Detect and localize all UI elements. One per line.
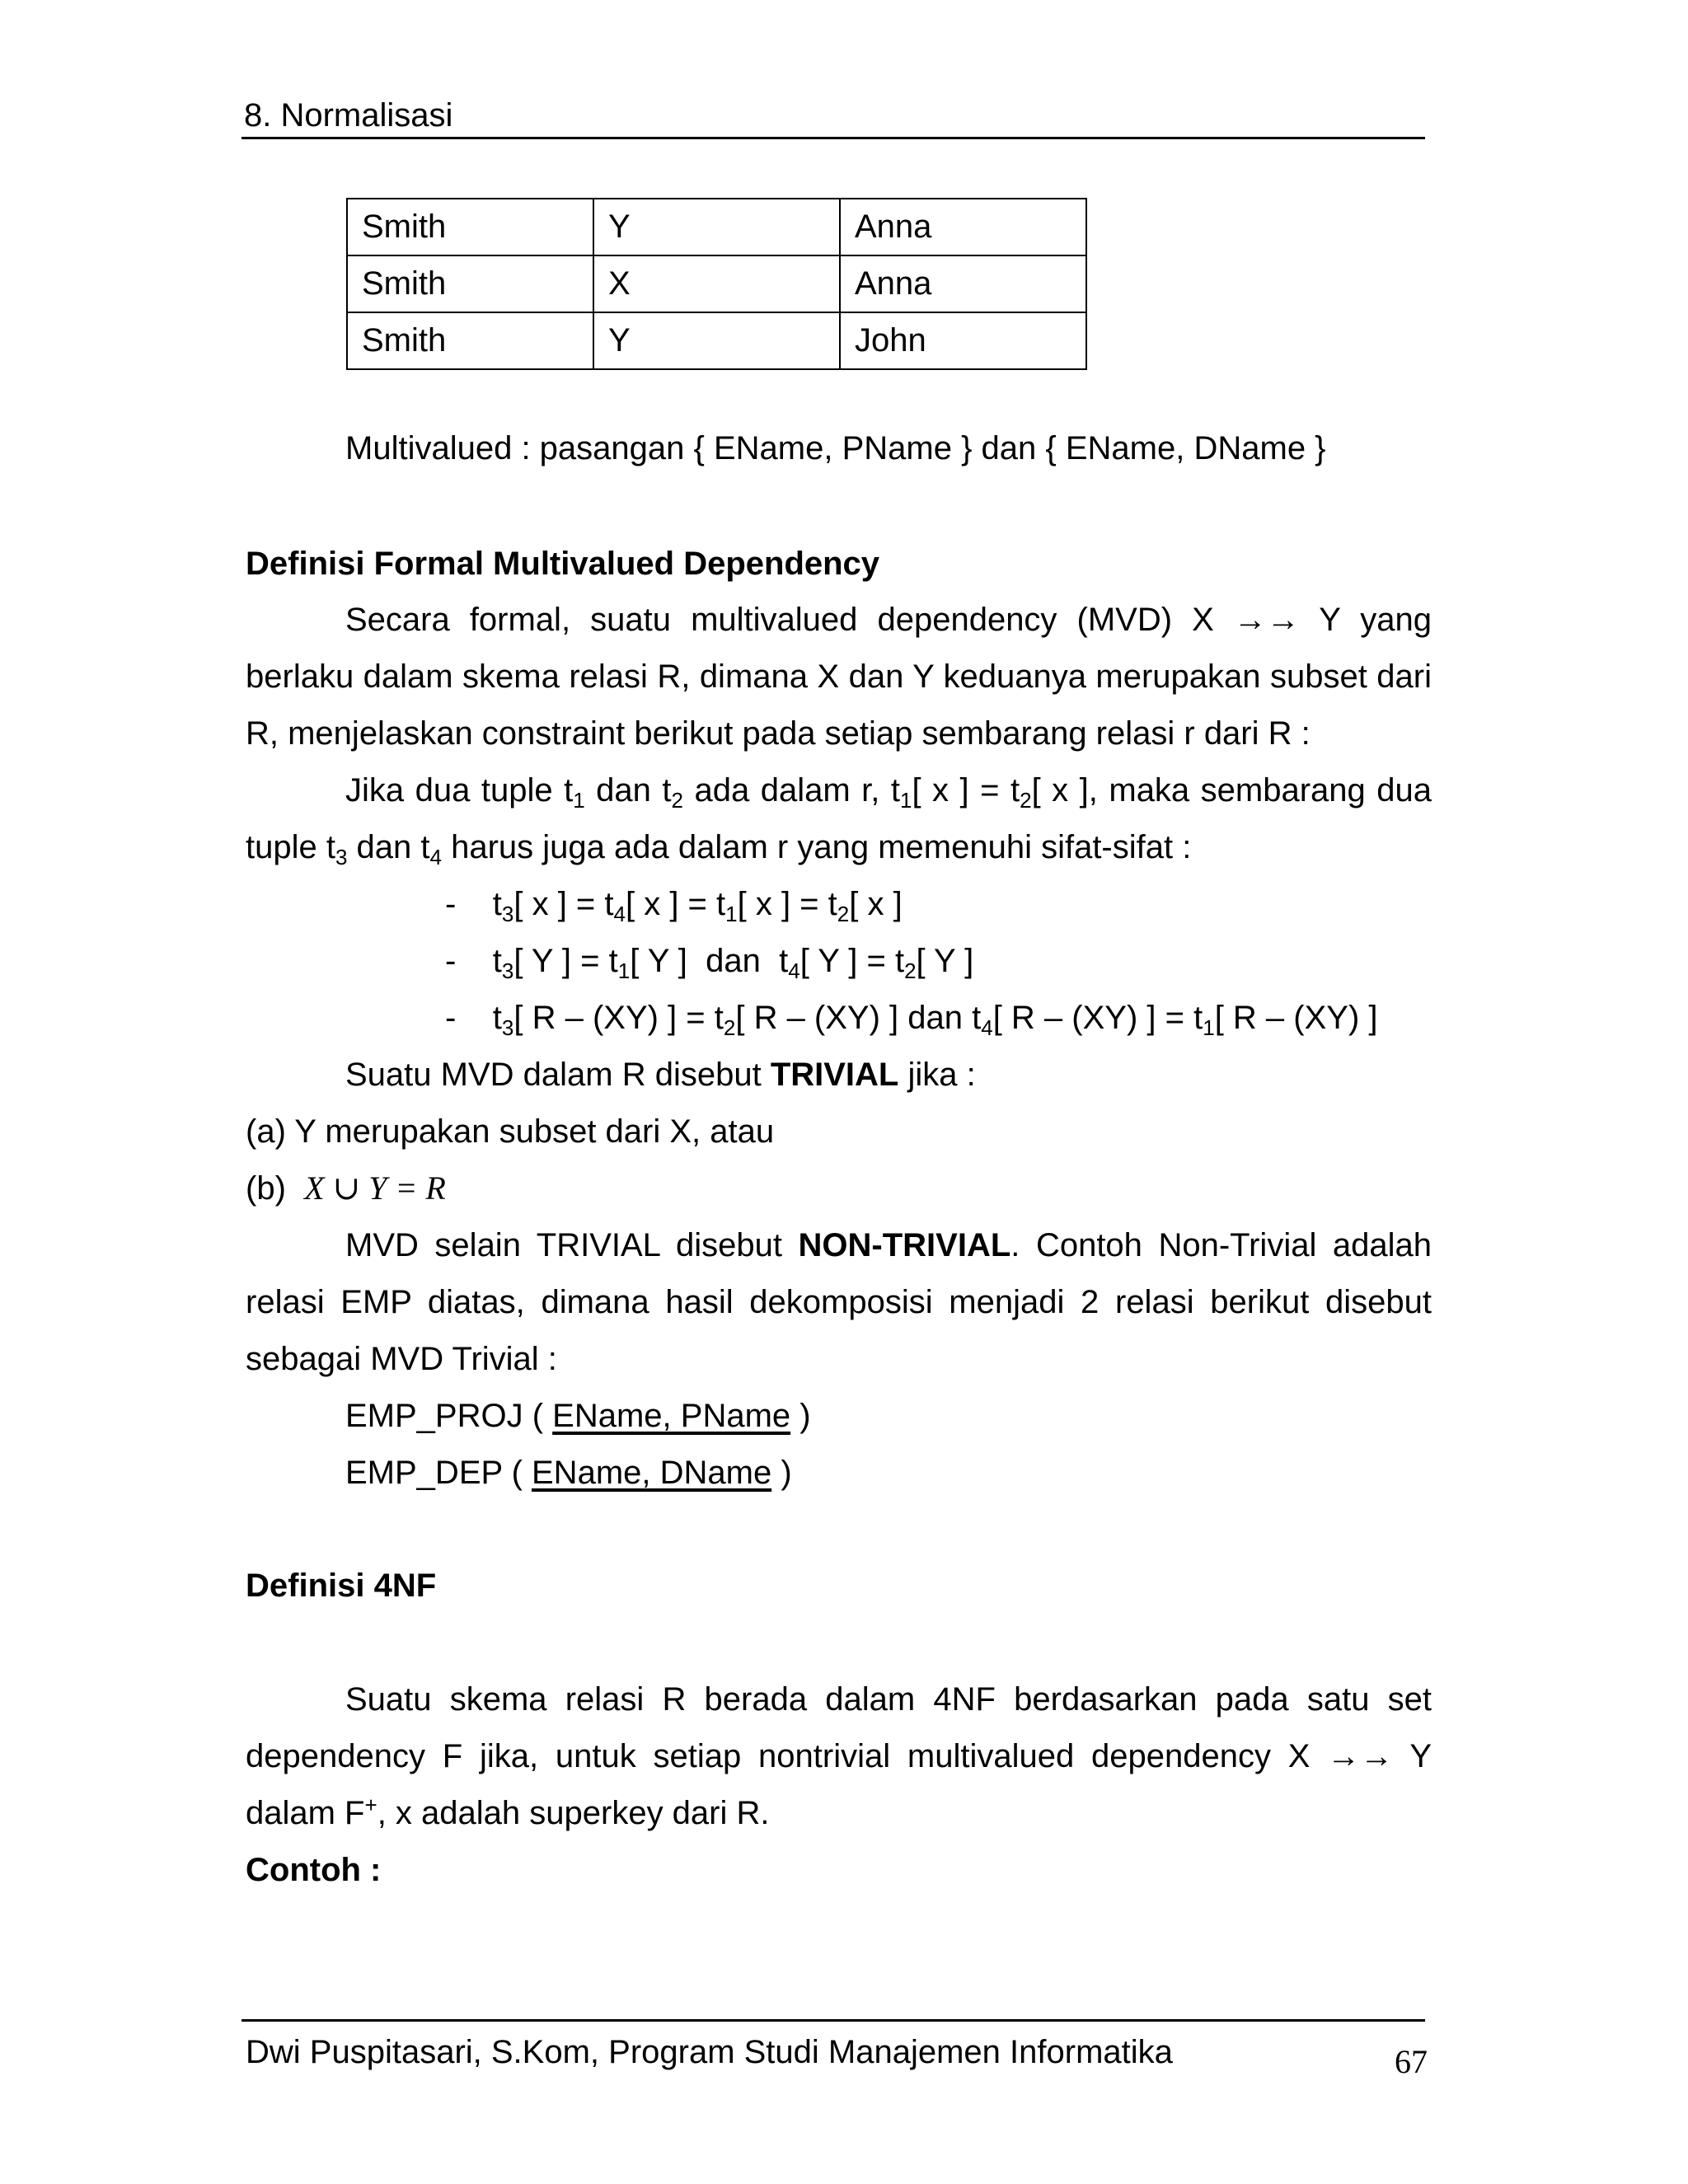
footer-rule	[241, 2019, 1425, 2022]
text-span: jika :	[898, 1057, 976, 1093]
section-heading-mvd: Definisi Formal Multivalued Dependency	[246, 546, 880, 582]
table-cell: Anna	[840, 199, 1086, 255]
text-span: . Contoh Non-Trivial adalah	[1010, 1227, 1432, 1263]
trivial-term: TRIVIAL	[770, 1057, 899, 1093]
text-span: )	[790, 1398, 811, 1434]
paragraph-line	[345, 1055, 976, 1094]
relation-emp-proj	[345, 1396, 811, 1436]
table-cell: Smith	[347, 255, 593, 312]
table-row	[347, 312, 1086, 369]
table-cell: Y	[593, 199, 840, 255]
text-span: , x adalah superkey dari R.	[377, 1795, 770, 1831]
paragraph-line: Secara formal, suatu multivalued dependency (MVD) X →→ Y yang	[345, 602, 1432, 638]
table-cell: X	[593, 255, 840, 312]
emp-table	[346, 198, 1087, 370]
footer-author: Dwi Puspitasari, S.Kom, Program Studi Manajemen Informatika	[246, 2034, 1173, 2070]
paragraph-line: relasi EMP diatas, dimana hasil dekomposisi menjadi 2 relasi berikut disebut	[246, 1284, 1432, 1320]
text-span: MVD selain TRIVIAL disebut	[345, 1227, 799, 1263]
text-span: Suatu MVD dalam R disebut	[345, 1057, 771, 1093]
condition-b-formula: X ∪ Y = R	[304, 1169, 446, 1207]
multivalued-line: Multivalued : pasangan { EName, PName } dan { EName, DName }	[345, 430, 1326, 466]
paragraph-line: berlaku dalam skema relasi R, dimana X dan Y keduanya merupakan subset dari	[246, 658, 1432, 695]
relation-name: EMP_PROJ (	[345, 1398, 553, 1434]
page-header-title: 8. Normalisasi	[244, 97, 453, 134]
paragraph-line	[345, 1226, 1432, 1265]
table-cell: Smith	[347, 199, 593, 255]
text-span: )	[771, 1455, 792, 1491]
header-rule	[241, 137, 1425, 139]
paragraph-line: Jika dua tuple $t_1$ dan $t_2$ ada dalam r, $t_1$[ x ] = $t_2$[ x ], maka sembarang dua	[345, 772, 1432, 813]
relation-emp-dep	[345, 1453, 792, 1493]
text-span: dalam F	[246, 1795, 365, 1831]
paragraph-line: tuple $t_3$ dan $t_4$ harus juga ada dalam r yang memenuhi sifat-sifat :	[246, 829, 1192, 869]
paragraph-line: Suatu skema relasi R berada dalam 4NF berdasarkan pada satu set	[345, 1681, 1432, 1718]
relation-key-attrs: EName, DName	[532, 1455, 772, 1491]
condition-b	[246, 1169, 446, 1208]
list-item: - $t_3$[ x ] = $t_4$[ x ] = $t_1$[ x ] = $t_2$[ x ]	[445, 886, 903, 926]
example-label: Contoh :	[246, 1852, 382, 1888]
section-heading-4nf: Definisi 4NF	[246, 1568, 437, 1604]
list-item: - $t_3$[ Y ] = $t_1$[ Y ] dan $t_4$[ Y ] = $t_2$[ Y ]	[445, 943, 974, 983]
table-cell: John	[840, 312, 1086, 369]
table-cell: Smith	[347, 312, 593, 369]
table-row	[347, 255, 1086, 312]
table-row	[347, 199, 1086, 255]
relation-name: EMP_DEP (	[345, 1455, 532, 1491]
closure-superscript: +	[364, 1793, 377, 1817]
relation-key-attrs: EName, PName	[552, 1398, 791, 1434]
table-cell: Y	[593, 312, 840, 369]
non-trivial-term: NON-TRIVIAL	[798, 1227, 1011, 1263]
condition-a: (a) Y merupakan subset dari X, atau	[246, 1113, 775, 1150]
paragraph-line: dependency F jika, untuk setiap nontrivial multivalued dependency X →→ Y	[246, 1738, 1432, 1774]
table-cell: Anna	[840, 255, 1086, 312]
page-number: 67	[1395, 2043, 1428, 2080]
paragraph-line: sebagai MVD Trivial :	[246, 1341, 557, 1377]
condition-b-label: (b)	[246, 1170, 286, 1207]
paragraph-line: R, menjelaskan constraint berikut pada setiap sembarang relasi r dari R :	[246, 715, 1311, 752]
list-item: - $t_3$[ R – (XY) ] = $t_2$[ R – (XY) ] dan $t_4$[ R – (XY) ] = $t_1$[ R – (XY) ]	[445, 1000, 1378, 1040]
paragraph-line	[246, 1793, 770, 1833]
